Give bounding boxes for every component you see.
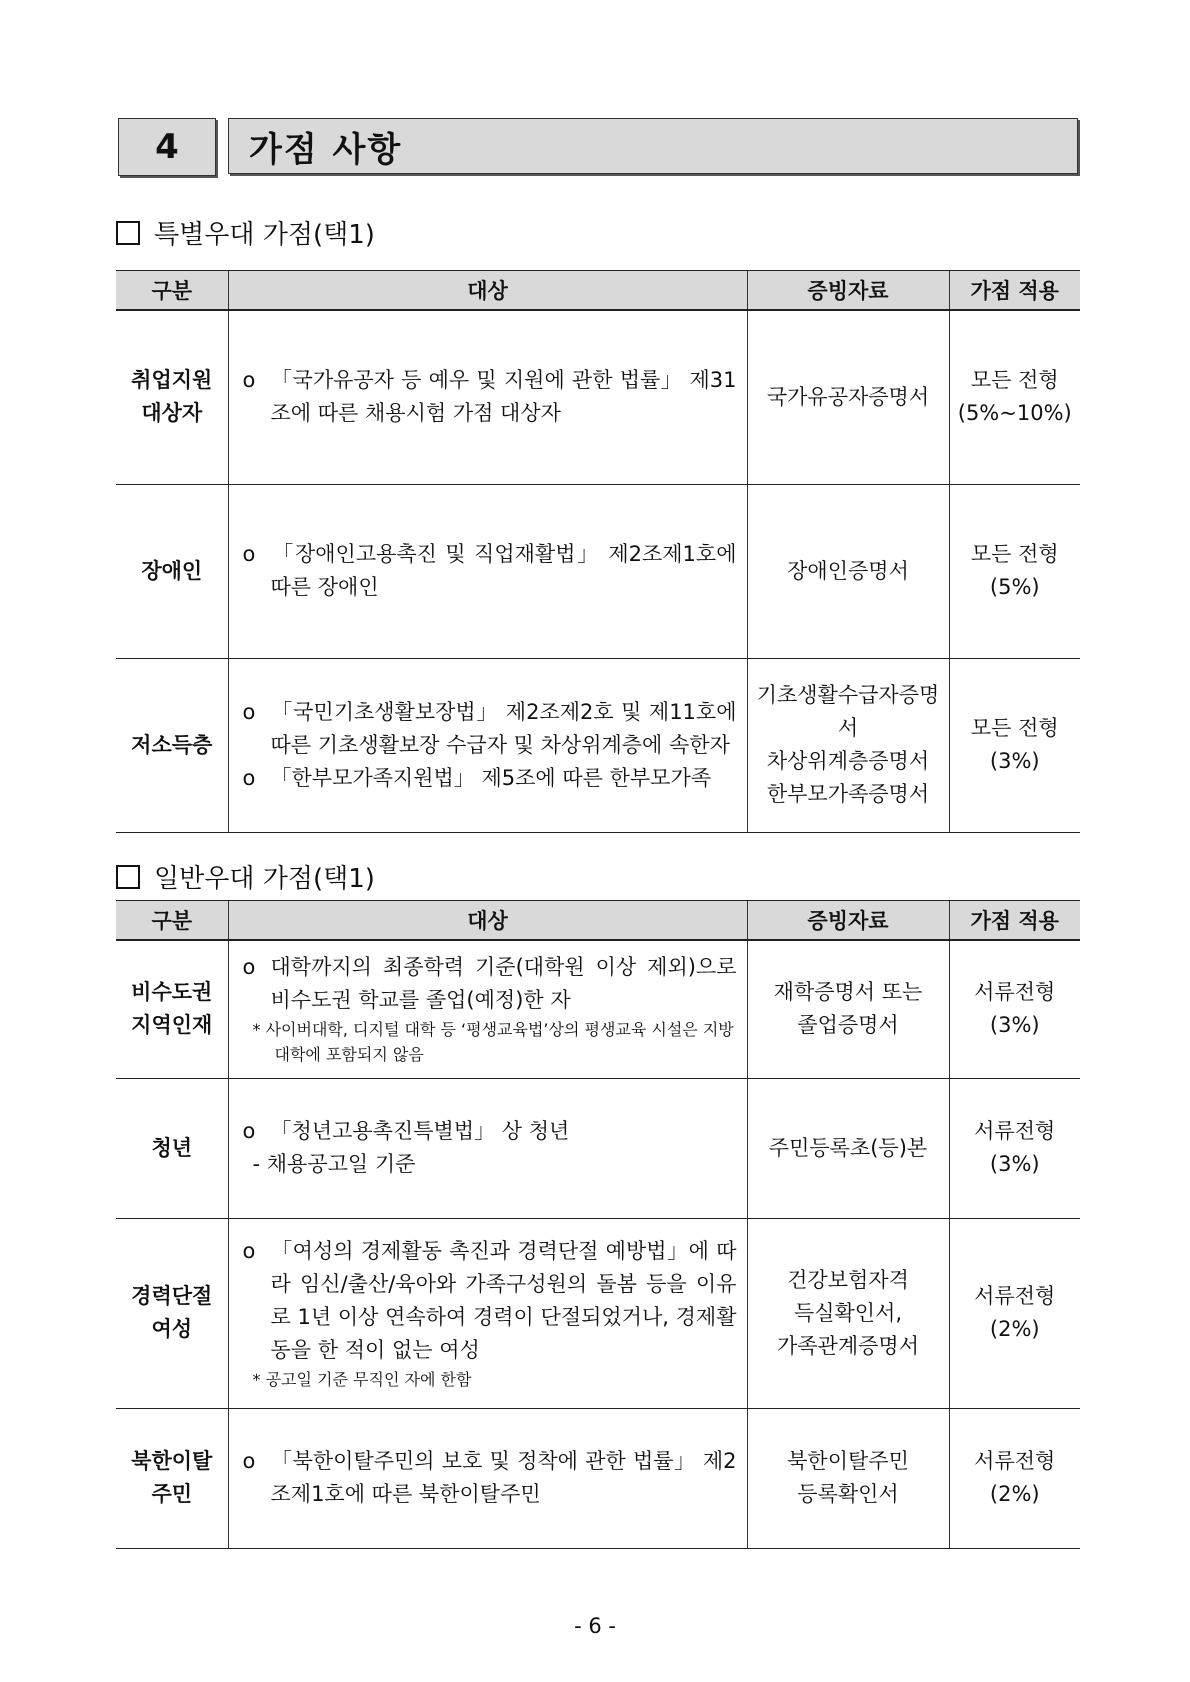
row-category: 비수도권 지역인재: [116, 940, 228, 1078]
row-target: [228, 658, 747, 832]
header-target: 대상: [228, 901, 747, 941]
bullet-item: o 「북한이탈주민의 보호 및 정착에 관한 법률」 제2조제1호에 따른 북한이탈주민: [243, 1445, 737, 1511]
checkbox-square-icon: [116, 865, 140, 889]
table-row: [116, 940, 1080, 1078]
row-target: [228, 1078, 747, 1218]
header-docs: 증빙자료: [747, 271, 949, 311]
row-category: 저소득층: [116, 658, 228, 832]
row-target: [228, 1218, 747, 1408]
row-target: [228, 940, 747, 1078]
header-docs: 증빙자료: [747, 901, 949, 941]
row-note: * 공고일 기준 무직인 자에 한함: [252, 1369, 472, 1389]
special-table: [116, 270, 1080, 833]
row-category: 취업지원 대상자: [116, 310, 228, 484]
table-row: [116, 484, 1080, 658]
table-row: [116, 310, 1080, 484]
row-target: [228, 484, 747, 658]
row-docs: 재학증명서 또는 졸업증명서: [747, 940, 949, 1078]
special-heading-block: [116, 214, 375, 251]
general-heading-block: [116, 858, 375, 895]
general-table: [116, 900, 1080, 1549]
row-target: [228, 1408, 747, 1548]
row-docs: 주민등록초(등)본: [747, 1078, 949, 1218]
header-category: 구분: [116, 901, 228, 941]
header-category: 구분: [116, 271, 228, 311]
section-number: 4: [118, 118, 216, 176]
row-docs: 건강보험자격 득실확인서, 가족관계증명서: [747, 1218, 949, 1408]
row-note: * 사이버대학, 디지털 대학 등 ‘평생교육법’상의 평생교육 시설은 지방대학에 포함되지 않음: [252, 1020, 734, 1065]
bullet-item: o 「여성의 경제활동 촉진과 경력단절 예방법」에 따라 임신/출산/육아와 가족구성원의 돌봄 등을 이유로 1년 이상 연속하여 경력이 단절되었거나, 경제활동을 한 적이 없는 여성: [243, 1235, 737, 1367]
bullet-item: o 대학까지의 최종학력 기준(대학원 이상 제외)으로 비수도권 학교를 졸업(예정)한 자: [243, 951, 737, 1017]
row-docs: 국가유공자증명서: [747, 310, 949, 484]
row-points: 서류전형 (3%): [949, 1078, 1080, 1218]
section-header: [118, 118, 1082, 178]
table-row: [116, 658, 1080, 832]
header-points: 가점 적용: [949, 271, 1080, 311]
bullet-item: o 「청년고용촉진특별법」 상 청년: [243, 1115, 737, 1148]
general-heading: 일반우대 가점(택1): [154, 864, 375, 894]
bullet-item: o 「국가유공자 등 예우 및 지원에 관한 법률」 제31조에 따른 채용시험 가점 대상자: [243, 364, 737, 430]
row-category: 경력단절 여성: [116, 1218, 228, 1408]
row-docs: 기초생활수급자증명서 차상위계층증명서 한부모가족증명서: [747, 658, 949, 832]
bullet-item: o 「장애인고용촉진 및 직업재활법」 제2조제1호에 따른 장애인: [243, 538, 737, 604]
table-row: [116, 1218, 1080, 1408]
row-points: 모든 전형 (5%): [949, 484, 1080, 658]
row-points: 모든 전형 (3%): [949, 658, 1080, 832]
row-points: 서류전형 (3%): [949, 940, 1080, 1078]
bullet-item: o 「국민기초생활보장법」 제2조제2호 및 제11호에 따른 기초생활보장 수급자 및 차상위계층에 속한자: [243, 696, 737, 762]
table-header-row: [116, 901, 1080, 941]
header-target: 대상: [228, 271, 747, 311]
row-category: 청년: [116, 1078, 228, 1218]
section-title: 가점 사항: [228, 118, 1078, 174]
header-points: 가점 적용: [949, 901, 1080, 941]
bullet-item: o 「한부모가족지원법」 제5조에 따른 한부모가족: [243, 762, 737, 795]
page-number: - 6 -: [574, 1614, 616, 1638]
table-header-row: [116, 271, 1080, 311]
special-heading: 특별우대 가점(택1): [154, 220, 375, 250]
row-docs: 북한이탈주민 등록확인서: [747, 1408, 949, 1548]
dash-item: - 채용공고일 기준: [252, 1152, 416, 1176]
row-points: 서류전형 (2%): [949, 1408, 1080, 1548]
row-category: 북한이탈 주민: [116, 1408, 228, 1548]
table-row: [116, 1408, 1080, 1548]
row-points: 서류전형 (2%): [949, 1218, 1080, 1408]
row-target: [228, 310, 747, 484]
table-row: [116, 1078, 1080, 1218]
row-points: 모든 전형 (5%~10%): [949, 310, 1080, 484]
row-category: 장애인: [116, 484, 228, 658]
checkbox-square-icon: [116, 221, 140, 245]
row-docs: 장애인증명서: [747, 484, 949, 658]
